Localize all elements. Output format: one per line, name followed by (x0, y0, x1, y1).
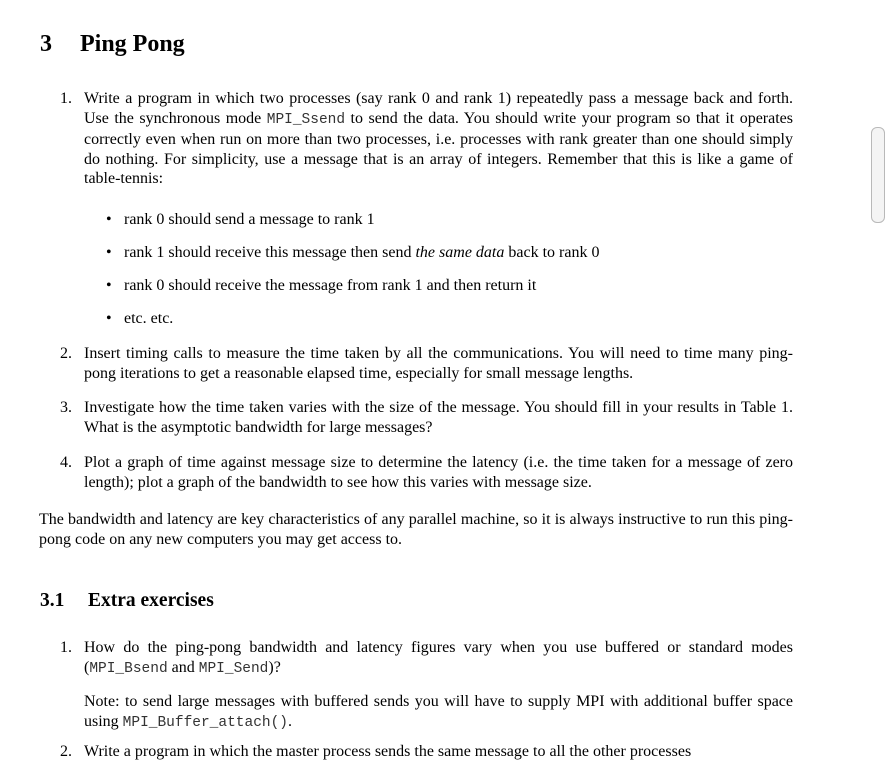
bullet-text: rank 0 should send a message to rank 1 (124, 211, 375, 228)
bullet-text: rank 0 should receive the message from rank 1 and then return it (124, 277, 537, 294)
item-text-end: )? (268, 658, 281, 676)
bullet-text: rank 1 should receive this message then send (124, 244, 416, 261)
bullet-item (106, 210, 794, 230)
bullet-item (106, 309, 794, 329)
list-marker: 3. (60, 399, 72, 416)
bullet-emphasis: the same data (415, 244, 505, 261)
subsection-heading (40, 589, 214, 613)
list-marker: 2. (60, 345, 72, 362)
code-mpi-send: MPI_Send (198, 660, 269, 677)
subsection-number: 3.1 (40, 590, 65, 611)
section-number: 3 (40, 31, 52, 57)
section-heading (40, 29, 185, 59)
code-mpi-bsend: MPI_Bsend (89, 660, 168, 677)
list-marker: 4. (60, 454, 72, 471)
bullet-text-cont: back to rank 0 (504, 244, 600, 261)
list-item-2 (60, 344, 793, 383)
list-marker: 1. (60, 639, 72, 656)
note-text: Note: to send large messages with buffered sends you will have to supply MPI with additional buffer space using (84, 693, 793, 730)
item-text: Write a program in which two processes (say rank 0 and rank 1) repeatedly pass a message back and forth. Use the synchronous mode (84, 90, 793, 127)
item-text-mid: and (167, 658, 199, 676)
list-marker: 2. (60, 743, 72, 760)
bullet-dot: • (106, 277, 112, 294)
item-text: Insert timing calls to measure the time taken by all the communications. You will need to time many ping-pong iterations to get a reasonable elapsed time, especially for small message lengths. (84, 345, 793, 382)
code-buffer-attach: MPI_Buffer_attach() (122, 714, 288, 731)
bullet-dot: • (106, 310, 112, 327)
extra-note (84, 692, 793, 733)
side-tab-handle[interactable] (871, 127, 885, 223)
list-marker: 1. (60, 90, 72, 107)
bullet-dot: • (106, 244, 112, 261)
bullet-item (106, 276, 794, 296)
list-item-4 (60, 453, 793, 492)
item-text-cont: to send the data. You should write your program so that it operates correctly even when run on more than two processes, i.e. processes with rank greater than one should simply do nothing. For simplicity, use a message that is an array of integers. Remember that this is like a game of table-tennis: (84, 109, 794, 187)
bullet-item (106, 243, 794, 263)
code-mpi-ssend: MPI_Ssend (266, 111, 346, 128)
list-item-1 (60, 89, 794, 189)
list-item-3 (60, 398, 793, 437)
cut-off-item-2 (60, 742, 793, 764)
bullet-text: etc. etc. (124, 310, 174, 327)
item-text: How do the ping-pong bandwidth and latency figures vary when you use buffered or standard modes ( (84, 639, 793, 676)
bullet-dot: • (106, 211, 112, 228)
item-text: Plot a graph of time against message size to determine the latency (i.e. the time taken for a message of zero length); plot a graph of the bandwidth to see how this varies with message size. (84, 454, 793, 491)
item-text: Write a program in which the master process sends the same message to all the other processes (84, 743, 692, 760)
item-text: Investigate how the time taken varies with the size of the message. You should fill in your results in Table 1. What is the asymptotic bandwidth for large messages? (84, 399, 793, 436)
body-paragraph: The bandwidth and latency are key characteristics of any parallel machine, so it is always instructive to run this ping-pong code on any new computers you may get access to. (39, 511, 793, 548)
subsection-title: Extra exercises (88, 590, 214, 611)
extra-item-1 (60, 638, 793, 679)
section-title: Ping Pong (80, 31, 185, 57)
note-text-end: . (288, 712, 292, 730)
